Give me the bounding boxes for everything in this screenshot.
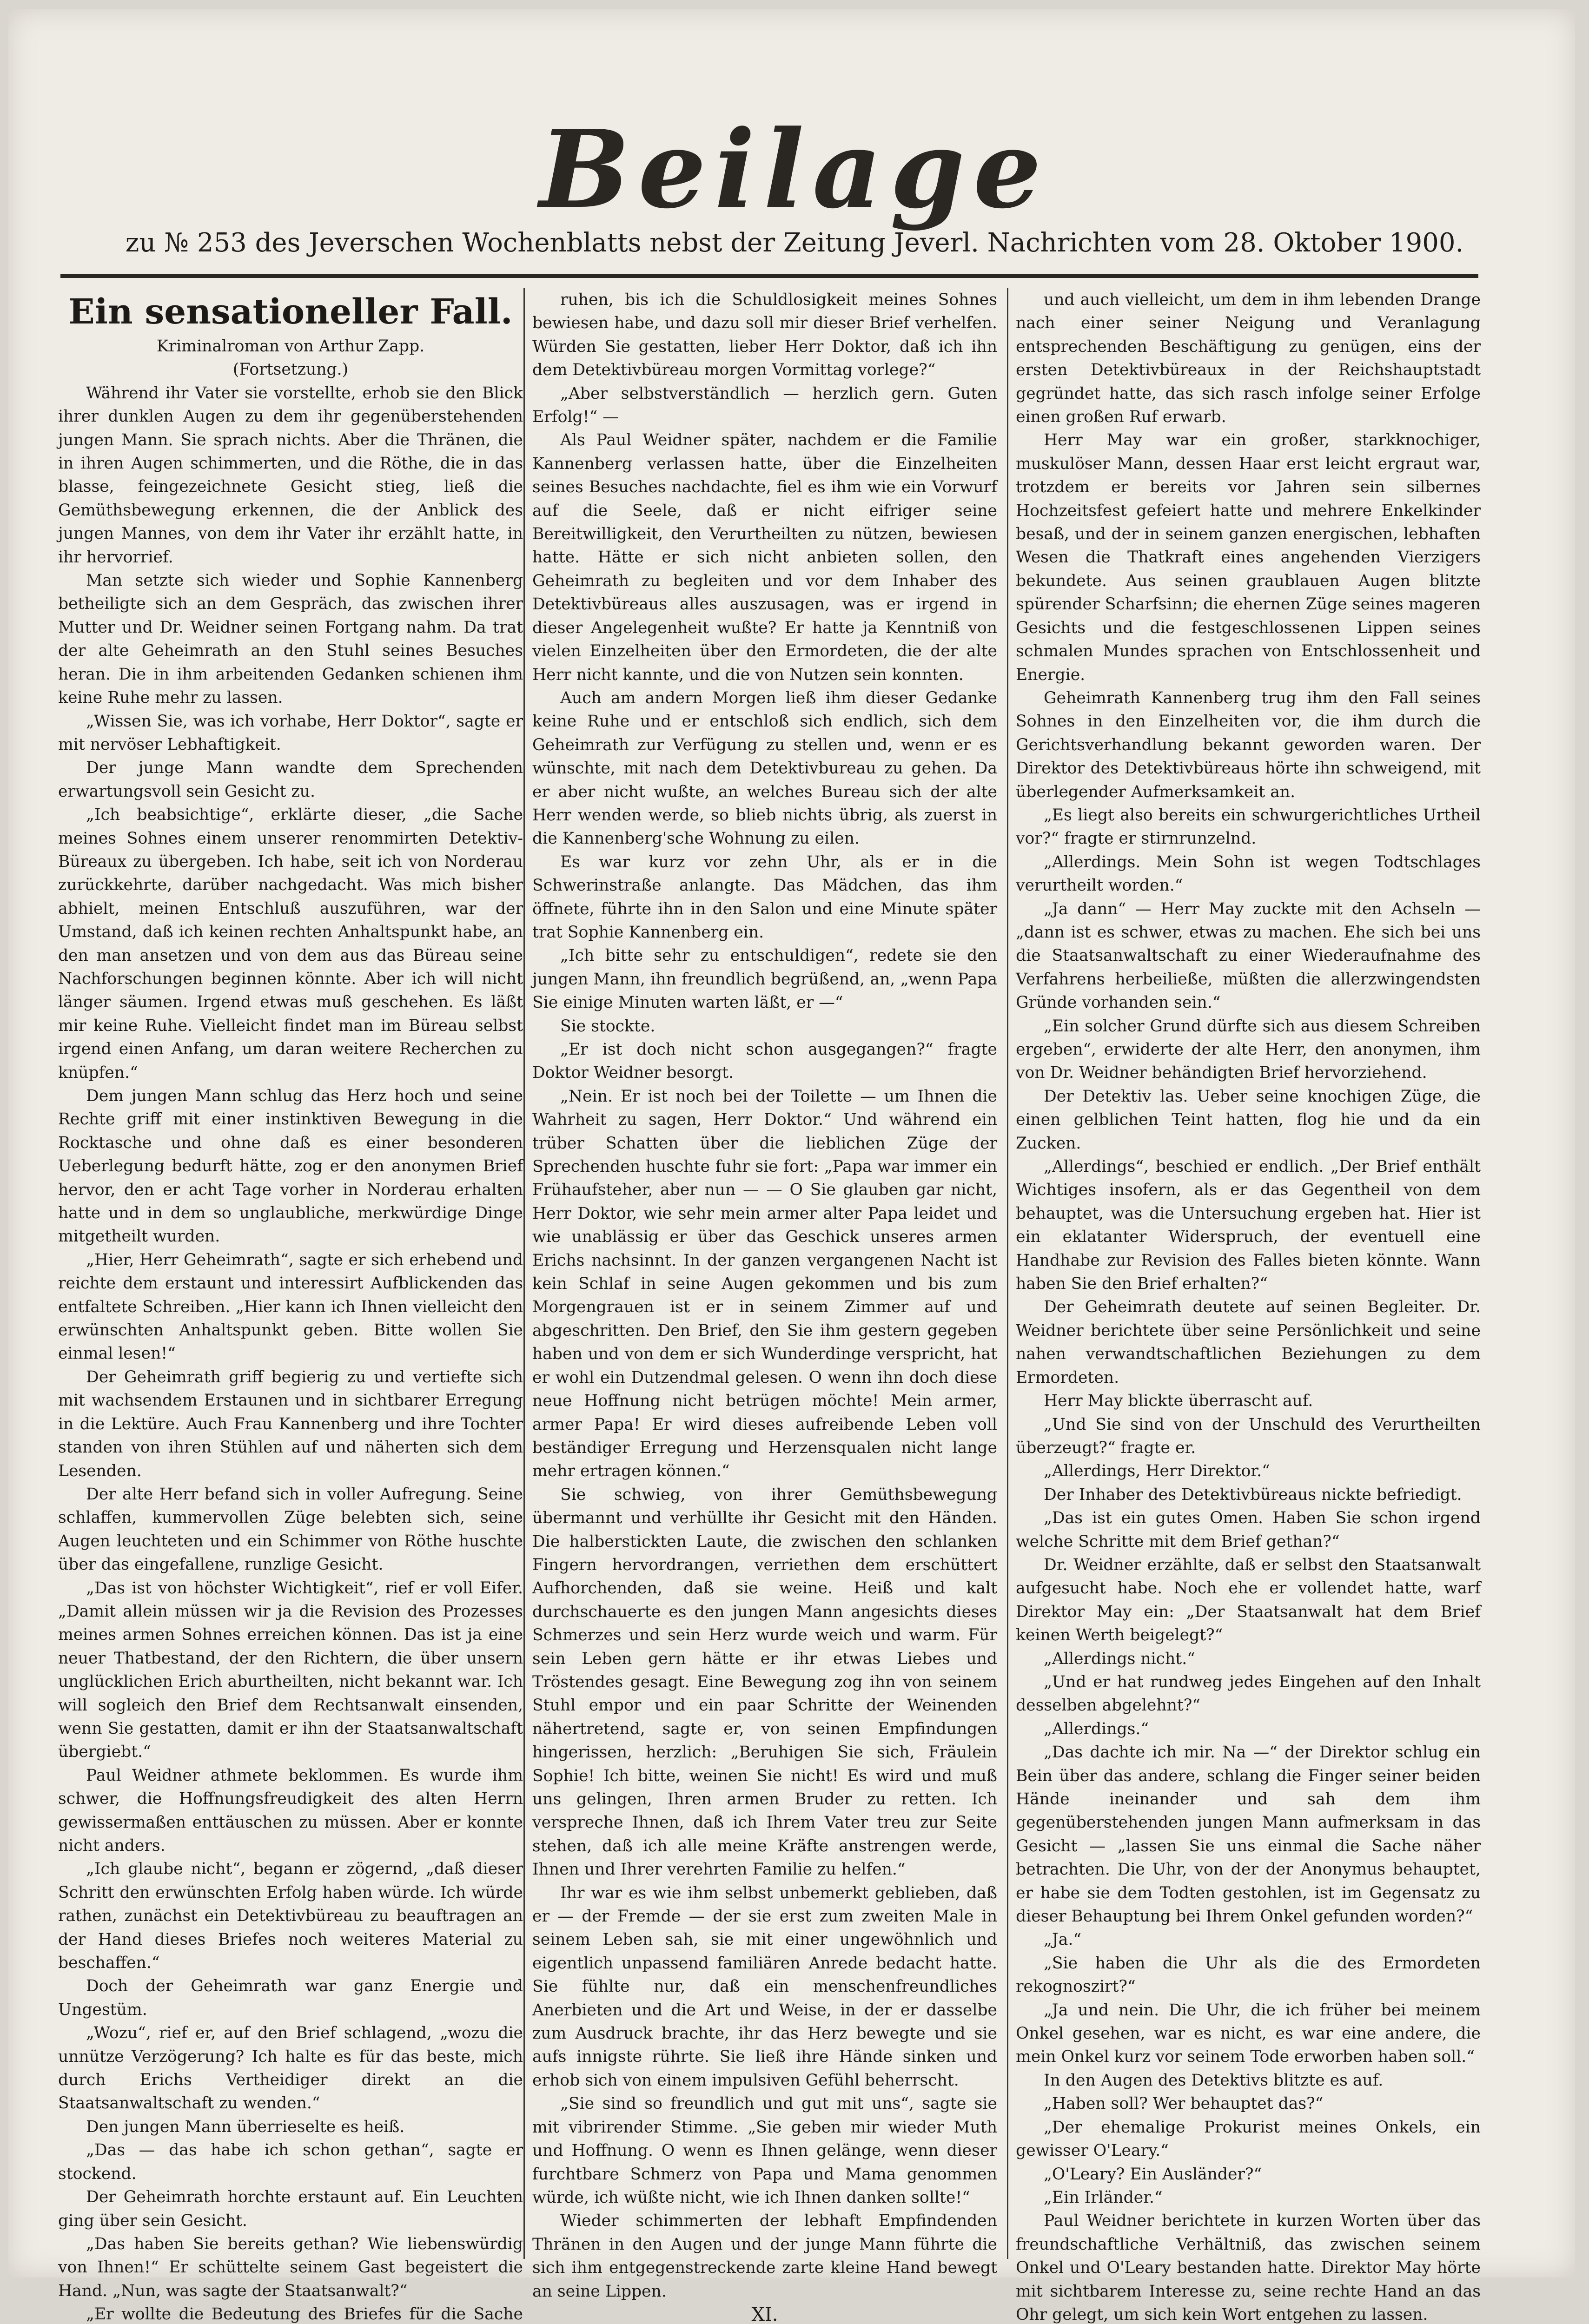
paragraph: „Allerdings. Mein Sohn ist wegen Todtschlages verurtheilt worden.“ [1016, 852, 1481, 895]
column-3-body [1016, 288, 1481, 2324]
paragraph: Wieder schimmerten der lebhaft Empfindenden Thränen in den Augen und der junge Mann führte die sich ihm entgegenstreckende zarte kleine Hand bewegt an seine Lippen. [532, 2212, 997, 2301]
paragraph: „Allerdings.“ [1044, 1719, 1149, 1738]
paragraph: Sie stockte. [560, 1017, 655, 1036]
paragraph: Der Geheimrath deutete auf seinen Begleiter. Dr. Weidner berichtete über seine Persönlichkeit und seine nahen verwandtschaftlichen Beziehungen zu dem Ermordeten. [1016, 1298, 1481, 1387]
continuation-note: (Fortsetzung.) [232, 360, 349, 379]
paragraph: Dr. Weidner erzählte, daß er selbst den Staatsanwalt aufgesucht habe. Noch ehe er vollendet hatte, warf Direktor May ein: „Der Staatsanwalt hat dem Brief keinen Werth beigelegt?“ [1016, 1555, 1481, 1645]
paragraph: „Sie sind so freundlich und gut mit uns“, sagte sie mit vibrirender Stimme. „Sie geben mir wieder Muth und Hoffnung. O wenn es Ihnen gelänge, wenn dieser furchtbare Schmerz von Papa und Mama genommen würde, ich wüßte nicht, wie ich Ihnen danken sollte!“ [532, 2094, 997, 2207]
paragraph: „Und er hat rundweg jedes Eingehen auf den Inhalt desselben abgelehnt?“ [1016, 1672, 1481, 1715]
issue-line: zu № 253 des Jeverschen Wochenblatts nebst der Zeitung Jeverl. Nachrichten vom 28. Oktober 1900. [125, 228, 1464, 258]
paragraph: Paul Weidner berichtete in kurzen Worten über das freundschaftliche Verhältniß, das zwischen seinem Onkel und O'Leary bestanden hatte. Direktor May hörte mit sichtbarem Interesse zu, seine rechte Hand an das Ohr gelegt, um sich kein Wort entgehen zu lassen. [1016, 2212, 1481, 2324]
paragraph: ruhen, bis ich die Schuldlosigkeit meines Sohnes bewiesen habe, und dazu soll mir dieser Brief verhelfen. Würden Sie gestatten, lieber Herr Doktor, daß ich ihn dem Detektivbüreau morgen Vormittag vorlege?“ [532, 290, 997, 380]
paragraph: „Wozu“, rief er, auf den Brief schlagend, „wozu die unnütze Verzögerung? Ich halte es für das beste, mich durch Erichs Vertheidiger direkt an die Staatsanwaltschaft zu wenden.“ [58, 2024, 523, 2113]
header-rule [60, 274, 1478, 278]
paragraph: „Das ist ein gutes Omen. Haben Sie schon irgend welche Schritte mit dem Brief gethan?“ [1016, 1509, 1481, 1551]
paragraph: Herr May blickte überrascht auf. [1044, 1392, 1313, 1411]
story-title: Ein sensationeller Fall. [68, 292, 513, 332]
paragraph: „Das dachte ich mir. Na —“ der Direktor schlug ein Bein über das andere, schlang die Finger seiner beiden Hände ineinander und sah dem ihm gegenüberstehenden jungen Mann aufmerksam in das Gesicht — „lassen Sie uns einmal die Sache näher betrachten. Die Uhr, von der der Anonymus behauptet, er habe sie dem Todten gestohlen, ist im Gegensatz zu dieser Behauptung bei Ihrem Onkel gefunden worden?“ [1016, 1743, 1481, 1926]
paragraph: Der Geheimrath horchte erstaunt auf. Ein Leuchten ging über sein Gesicht. [58, 2188, 523, 2230]
paragraph: Sie schwieg, von ihrer Gemüthsbewegung übermannt und verhüllte ihr Gesicht mit den Händen. Die halberstickten Laute, die zwischen den schlanken Fingern hervordrangen, verriethen dem erschüttert Aufhorchenden, daß sie weine. Heiß und kalt durchschauerte es den jungen Mann angesichts dieses Schmerzes und sein Herz wurde weich und warm. Für sein Leben gern hätte er ihr etwas Liebes und Tröstendes gesagt. Eine Bewegung zog ihn von seinem Stuhl empor und ein paar Schritte der Weinenden nähertretend, sagte er, von seinen Empfindungen hingerissen, herzlich: „Beruhigen Sie sich, Fräulein Sophie! Ich bitte, weinen Sie nicht! Es wird und muß uns gelingen, Ihren armen Bruder zu retten. Ich verspreche Ihnen, daß ich Ihrem Vater treu zur Seite stehen, daß ich alle meine Kräfte anstrengen werde, Ihnen und Ihrer verehrten Familie zu helfen.“ [532, 1485, 997, 1879]
paragraph: Herr May war ein großer, starkknochiger, muskulöser Mann, dessen Haar erst leicht ergraut war, trotzdem er bereits vor Jahren sein silbernes Hochzeitsfest gefeiert hatte und mehrere Enkelkinder besaß, und der in seinem ganzen energischen, lebhaften Wesen die Thatkraft eines angehenden Vierzigers bekundete. Aus seinen graublauen Augen blitzte spürender Scharfsinn; die ehernen Züge seines mageren Gesichts und die festgeschlossenen Lippen seines schmalen Mundes sprachen von Entschlossenheit und Energie. [1016, 431, 1481, 684]
paragraph: Der alte Herr befand sich in voller Aufregung. Seine schlaffen, kummervollen Züge belebten sich, seine Augen leuchteten und ein Schimmer von Röthe huschte über das eingefallene, runzlige Gesicht. [58, 1485, 523, 1574]
paragraph: Man setzte sich wieder und Sophie Kannenberg betheiligte sich an dem Gespräch, das zwischen ihrer Mutter und Dr. Weidner seinen Fortgang nahm. Da trat der alte Geheimrath an den Stuhl seines Besuches heran. Die in ihm arbeitenden Gedanken schienen ihm keine Ruhe mehr zu lassen. [58, 571, 523, 707]
paragraph: Es war kurz vor zehn Uhr, als er in die Schwerinstraße anlangte. Das Mädchen, das ihm öffnete, führte ihn in den Salon und eine Minute später trat Sophie Kannenberg ein. [532, 852, 997, 942]
paragraph: In den Augen des Detektivs blitzte es auf. [1044, 2071, 1384, 2090]
paragraph: Der junge Mann wandte dem Sprechenden erwartungsvoll sein Gesicht zu. [58, 759, 523, 801]
column-2 [532, 288, 997, 2324]
paragraph: „Es liegt also bereits ein schwurgerichtliches Urtheil vor?“ fragte er stirnrunzelnd. [1016, 805, 1481, 848]
paragraph: Geheimrath Kannenberg trug ihm den Fall seines Sohnes in den Einzelheiten vor, die ihm durch die Gerichtsverhandlung bekannt geworden waren. Der Direktor des Detektivbüreaus hörte ihn schweigend, mit überlegender Aufmerksamkeit an. [1016, 688, 1481, 801]
paragraph: „Er ist doch nicht schon ausgegangen?“ fragte Doktor Weidner besorgt. [532, 1040, 997, 1083]
paragraph: „Allerdings, Herr Direktor.“ [1044, 1462, 1270, 1481]
paragraph: „Allerdings nicht.“ [1044, 1649, 1195, 1668]
paragraph: Der Detektiv las. Ueber seine knochigen Züge, die einen gelblichen Teint hatten, flog hie und da ein Zucken. [1016, 1087, 1481, 1153]
column-2-body [532, 288, 997, 2324]
paragraph: Dem jungen Mann schlug das Herz hoch und seine Rechte griff mit einer instinktiven Bewegung in die Rocktasche und ohne daß es einer besonderen Ueberlegung bedurft hätte, zog er den anonymen Brief hervor, den er acht Tage vorher in Norderau erhalten hatte und in dem so unglaubliche, merkwürdige Dinge mitgetheilt wurden. [58, 1087, 523, 1246]
paragraph: Auch am andern Morgen ließ ihm dieser Gedanke keine Ruhe und er entschloß sich endlich, sich dem Geheimrath zur Verfügung zu stellen und, wenn er es wünschte, mit nach dem Detektivbureau zu gehen. Da er aber nicht wußte, an welches Bureau sich der alte Herr wenden werde, so blieb nichts übrig, als zuerst in die Kannenberg'sche Wohnung zu eilen. [532, 688, 997, 848]
paragraph: „Aber selbstverständlich — herzlich gern. Guten Erfolg!“ — [532, 384, 997, 427]
column-divider [523, 288, 525, 2259]
paragraph: „Sie haben die Uhr als die des Ermordeten rekognoszirt?“ [1016, 1954, 1481, 1996]
column-1 [58, 288, 523, 2324]
paragraph: Ihr war es wie ihm selbst unbemerkt geblieben, daß er — der Fremde — der sie erst zum zweiten Male in seinem Leben sah, sie mit einer ungewöhnlich und eigentlich unpassend familiären Anrede bedacht hatte. Sie fühlte nur, daß ein menschenfreundliches Anerbieten und die Art und Weise, in der er dasselbe zum Ausdruck brachte, ihr das Herz bewegte und sie aufs innigste rührte. Sie ließ ihre Hände sinken und erhob sich von einem impulsiven Gefühl beherrscht. [532, 1883, 997, 2090]
paragraph: „Und Sie sind von der Unschuld des Verurtheilten überzeugt?“ fragte er. [1016, 1415, 1481, 1457]
paragraph: und auch vielleicht, um dem in ihm lebenden Drange nach einer seiner Neigung und Veranlagung entsprechenden Beschäftigung zu genügen, eins der ersten Detektivbüreaux in der Reichshauptstadt gegründet hatte, das sich rasch infolge seiner Erfolge einen großen Ruf erwarb. [1016, 290, 1481, 427]
column-divider [1007, 288, 1008, 2259]
masthead-title: Beilage [539, 107, 1050, 232]
paragraph: „Er wollte die Bedeutung des Briefes für die Sache [86, 2305, 523, 2324]
paragraph: Den jungen Mann überrieselte es heiß. [86, 2117, 405, 2136]
chapter-heading: XI. [751, 2304, 778, 2324]
paragraph: „Ich bitte sehr zu entschuldigen“, redete sie den jungen Mann, ihn freundlich begrüßend, an, „wenn Papa Sie einige Minuten warten läßt, er —“ [532, 946, 997, 1012]
paragraph: Als Paul Weidner später, nachdem er die Familie Kannenberg verlassen hatte, über die Einzelheiten seines Besuches nachdachte, fiel es ihm wie ein Vorwurf auf die Seele, daß er nicht eifriger seine Bereitwilligkeit, den Verurtheilten zu nützen, bewiesen hatte. Hätte er sich nicht anbieten sollen, den Geheimrath zu begleiten und vor dem Inhaber des Detektivbüreaus alles auszusagen, was er irgend in dieser Angelegenheit wußte? Er hatte ja Kenntniß von vielen Einzelheiten über den Ermordeten, die der alte Herr nicht kannte, und die von Nutzen sein konnten. [532, 431, 997, 684]
paragraph: Der Inhaber des Detektivbüreaus nickte befriedigt. [1044, 1485, 1462, 1504]
paragraph: „Der ehemalige Prokurist meines Onkels, ein gewisser O'Leary.“ [1016, 2118, 1481, 2160]
paragraph: „Haben soll? Wer behauptet das?“ [1044, 2094, 1324, 2113]
paragraph: „Ich glaube nicht“, begann er zögernd, „daß dieser Schritt den erwünschten Erfolg haben würde. Ich würde rathen, zunächst ein Detektivbüreau zu beauftragen an der Hand dieses Briefes noch weiteres Material zu beschaffen.“ [58, 1860, 523, 1973]
column-1-body [58, 382, 523, 2324]
paragraph: Während ihr Vater sie vorstellte, erhob sie den Blick ihrer dunklen Augen zu dem ihr gegenüberstehenden jungen Mann. Sie sprach nichts. Aber die Thränen, die in ihren Augen schimmerten, und die Röthe, die in das blasse, feingezeichnete Gesicht stieg, ließ die Gemüthsbewegung erkennen, die der Anblick des jungen Mannes, von dem ihr Vater ihr erzählt hatte, in ihr hervorrief. [58, 383, 523, 567]
paragraph: „Das — das habe ich schon gethan“, sagte er stockend. [58, 2141, 523, 2183]
paragraph: „Ein Irländer.“ [1044, 2188, 1163, 2207]
paragraph: „Nein. Er ist noch bei der Toilette — um Ihnen die Wahrheit zu sagen, Herr Doktor.“ Und während ein trüber Schatten über die lieblichen Züge der Sprechenden huschte fuhr sie fort: „Papa war immer ein Frühaufsteher, aber nun — — O Sie glauben gar nicht, Herr Doktor, wie sehr mein armer alter Papa leidet und wie unablässig er über das Geschick unseres armen Erichs nachsinnt. In der ganzen vergangenen Nacht ist kein Schlaf in seine Augen gekommen und bis zum Morgengrauen ist er in seinem Zimmer auf und abgeschritten. Den Brief, den Sie ihm gestern gegeben haben und von dem er sich Wunderdinge verspricht, hat er wohl ein Dutzendmal gelesen. O wenn ihn doch diese neue Hoffnung nicht betrügen möchte! Mein armer, armer Papa! Er wird dieses aufreibende Leben voll beständiger Erregung und Herzensqualen nicht lange mehr ertragen können.“ [532, 1087, 997, 1481]
paragraph: „Wissen Sie, was ich vorhabe, Herr Doktor“, sagte er mit nervöser Lebhaftigkeit. [58, 712, 523, 754]
paragraph: Der Geheimrath griff begierig zu und vertiefte sich mit wachsendem Erstaunen und in sichtbarer Erregung in die Lektüre. Auch Frau Kannenberg und ihre Tochter standen von ihren Stühlen auf und näherten sich dem Lesenden. [58, 1367, 523, 1480]
paragraph: „Allerdings“, beschied er endlich. „Der Brief enthält Wichtiges insofern, als er das Gegentheil von dem behauptet, was die Untersuchung ergeben hat. Hier ist ein eklatanter Widerspruch, der eventuell eine Handhabe zur Revision des Falles bieten könnte. Wann haben Sie den Brief erhalten?“ [1016, 1157, 1481, 1294]
column-3 [1016, 288, 1481, 2324]
story-byline: Kriminalroman von Arthur Zapp. [156, 337, 425, 356]
paragraph: „Das haben Sie bereits gethan? Wie liebenswürdig von Ihnen!“ Er schüttelte seinem Gast begeistert die Hand. „Nun, was sagte der Staatsanwalt?“ [58, 2234, 523, 2300]
paragraph: Paul Weidner athmete beklommen. Es wurde ihm schwer, die Hoffnungsfreudigkeit des alten Herrn gewissermaßen enttäuschen zu müssen. Aber er konnte nicht anders. [58, 1766, 523, 1855]
paragraph: „Ja.“ [1044, 1930, 1082, 1949]
paragraph: „Ein solcher Grund dürfte sich aus diesem Schreiben ergeben“, erwiderte der alte Herr, den anonymen, ihm von Dr. Weidner behändigten Brief hervorziehend. [1016, 1017, 1481, 1083]
paragraph: „Hier, Herr Geheimrath“, sagte er sich erhebend und reichte dem erstaunt und interessirt Aufblickenden das entfaltete Schreiben. „Hier kann ich Ihnen vielleicht den erwünschten Anhaltspunkt geben. Bitte wollen Sie einmal lesen!“ [58, 1250, 523, 1363]
paragraph: „Ich beabsichtige“, erklärte dieser, „die Sache meines Sohnes einem unserer renommirten Detektiv-Büreaux zu übergeben. Ich habe, seit ich von Norderau zurückkehrte, darüber nachgedacht. Was mich bisher abhielt, meinen Entschluß auszuführen, war der Umstand, daß ich keinen rechten Anhaltspunkt habe, an den man ansetzen und von dem aus das Büreau seine Nachforschungen beginnen könnte. Aber ich will nicht länger säumen. Irgend etwas muß geschehen. Es läßt mir keine Ruhe. Vielleicht findet man im Büreau selbst irgend einen Anfang, um daran weitere Recherchen zu knüpfen.“ [58, 805, 523, 1082]
paragraph: „Das ist von höchster Wichtigkeit“, rief er voll Eifer. „Damit allein müssen wir ja die Revision des Prozesses meines armen Sohnes erreichen können. Das ist ja eine neuer Thatbestand, der den Richtern, die über unsern unglücklichen Erich aburtheilten, nicht bekannt war. Ich will sogleich den Brief dem Rechtsanwalt einsenden, wenn Sie gestatten, damit er ihn der Staatsanwaltschaft übergiebt.“ [58, 1578, 523, 1762]
paragraph: „Ja und nein. Die Uhr, die ich früher bei meinem Onkel gesehen, war es nicht, es war eine andere, die mein Onkel kurz vor seinem Tode erworben haben soll.“ [1016, 2000, 1481, 2067]
paragraph: „O'Leary? Ein Ausländer?“ [1044, 2165, 1262, 2184]
paragraph: „Ja dann“ — Herr May zuckte mit den Achseln — „dann ist es schwer, etwas zu machen. Ehe sich bei uns die Staatsanwaltschaft zu einer Wiederaufnahme des Verfahrens herbeiließe, müßten die allerzwingendsten Gründe vorhanden sein.“ [1016, 899, 1481, 1012]
paragraph: Doch der Geheimrath war ganz Energie und Ungestüm. [58, 1977, 523, 2019]
